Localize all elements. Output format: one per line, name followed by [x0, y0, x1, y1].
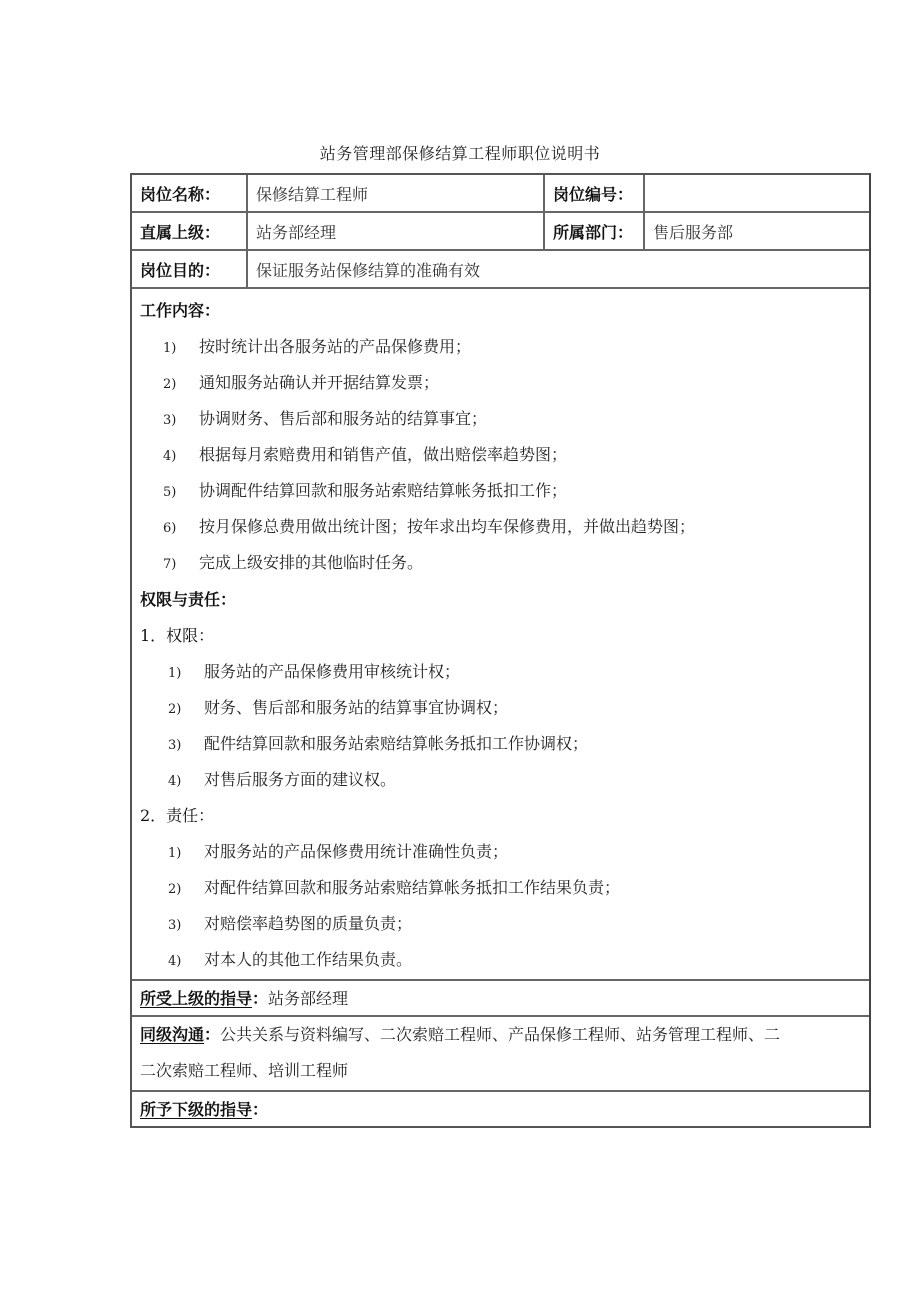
guidance-to-subordinates-row [132, 1092, 869, 1128]
item-text: 协调配件结算回款和服务站索赔结算帐务抵扣工作； [199, 481, 568, 500]
guidance-to-subordinates-line [140, 1100, 268, 1120]
item-number: 2) [168, 702, 182, 717]
item-text: 服务站的产品保修费用审核统计权； [204, 662, 461, 681]
responsibility-item [168, 842, 508, 864]
work-item [163, 337, 471, 359]
work-item [163, 445, 567, 467]
authority-item [168, 698, 508, 720]
position-code-value [645, 175, 869, 211]
item-text: 对赔偿率趋势图的质量负责； [204, 914, 413, 933]
supervisor-label: 直属上级： [132, 213, 248, 249]
document-title: 站务管理部保修结算工程师职位说明书 [319, 144, 601, 163]
responsibility-subheading: 2．责任： [140, 806, 215, 825]
peer-communication-text-1: 公共关系与资料编写、二次索赔工程师、产品保修工程师、站务管理工程师、二 [220, 1025, 781, 1044]
work-item [163, 553, 423, 575]
peer-communication-text-2: 二次索赔工程师、培训工程师 [140, 1061, 349, 1080]
purpose-value: 保证服务站保修结算的准确有效 [256, 260, 481, 280]
authority-item [168, 734, 588, 756]
guidance-from-superior-row [132, 981, 869, 1017]
colon: ： [252, 1100, 269, 1119]
row-supervisor [132, 213, 869, 251]
item-text: 对配件结算回款和服务站索赔结算帐务抵扣工作结果负责； [204, 878, 621, 897]
peer-communication-line1 [140, 1025, 780, 1045]
main-content-block [132, 289, 869, 981]
item-text: 对本人的其他工作结果负责。 [204, 950, 413, 969]
item-number: 1) [168, 666, 182, 681]
purpose-label: 岗位目的： [132, 251, 248, 287]
authority-item [168, 770, 396, 792]
item-number: 6) [163, 521, 177, 536]
item-text: 完成上级安排的其他临时任务。 [199, 553, 424, 572]
colon: ： [204, 1025, 221, 1044]
guidance-from-superior-label: 所受上级的指导 [140, 989, 253, 1008]
item-number: 2) [168, 882, 182, 897]
position-code-label: 岗位编号： [545, 175, 645, 211]
row-purpose [132, 251, 869, 289]
item-number: 5) [163, 485, 177, 500]
item-number: 3) [163, 413, 177, 428]
item-number: 4) [168, 774, 182, 789]
item-number: 1) [163, 341, 177, 356]
item-text: 根据每月索赔费用和销售产值，做出赔偿率趋势图； [199, 445, 568, 464]
work-item [163, 373, 439, 395]
item-number: 1) [168, 846, 182, 861]
item-text: 对售后服务方面的建议权。 [204, 770, 397, 789]
guidance-to-subordinates-label: 所予下级的指导 [140, 1100, 253, 1119]
peer-communication-row [132, 1017, 869, 1092]
item-text: 财务、售后部和服务站的结算事宜协调权； [204, 698, 509, 717]
work-item [163, 481, 567, 503]
item-text: 按时统计出各服务站的产品保修费用； [199, 337, 472, 356]
work-item [163, 409, 487, 431]
peer-communication-label: 同级沟通 [140, 1025, 205, 1044]
item-text: 通知服务站确认并开据结算发票； [199, 373, 440, 392]
authority-item [168, 662, 460, 684]
colon: ： [252, 989, 269, 1008]
authority-responsibility-heading: 权限与责任： [140, 590, 237, 609]
responsibility-item [168, 914, 412, 936]
item-number: 3) [168, 738, 182, 753]
item-text: 对服务站的产品保修费用统计准确性负责； [204, 842, 509, 861]
item-number: 2) [163, 377, 177, 392]
guidance-from-superior-value: 站务部经理 [268, 989, 349, 1008]
position-name-label: 岗位名称： [132, 175, 248, 211]
position-name-value: 保修结算工程师 [248, 175, 545, 211]
item-text: 协调财务、售后部和服务站的结算事宜； [199, 409, 488, 428]
job-description-table [130, 173, 871, 1128]
responsibility-item [168, 878, 620, 900]
item-text: 按月保修总费用做出统计图；按年求出均车保修费用，并做出趋势图； [199, 517, 696, 536]
guidance-from-superior-line [140, 989, 348, 1009]
responsibility-item [168, 950, 412, 972]
item-text: 配件结算回款和服务站索赔结算帐务抵扣工作协调权； [204, 734, 589, 753]
supervisor-value: 站务部经理 [248, 213, 545, 249]
department-label: 所属部门： [545, 213, 645, 249]
item-number: 4) [163, 449, 177, 464]
item-number: 7) [163, 557, 177, 572]
department-value: 售后服务部 [653, 222, 734, 242]
row-position-name [132, 175, 869, 213]
work-content-heading: 工作内容： [140, 301, 221, 320]
work-item [163, 517, 695, 539]
item-number: 3) [168, 918, 182, 933]
authority-subheading: 1．权限： [140, 626, 215, 645]
item-number: 4) [168, 954, 182, 969]
